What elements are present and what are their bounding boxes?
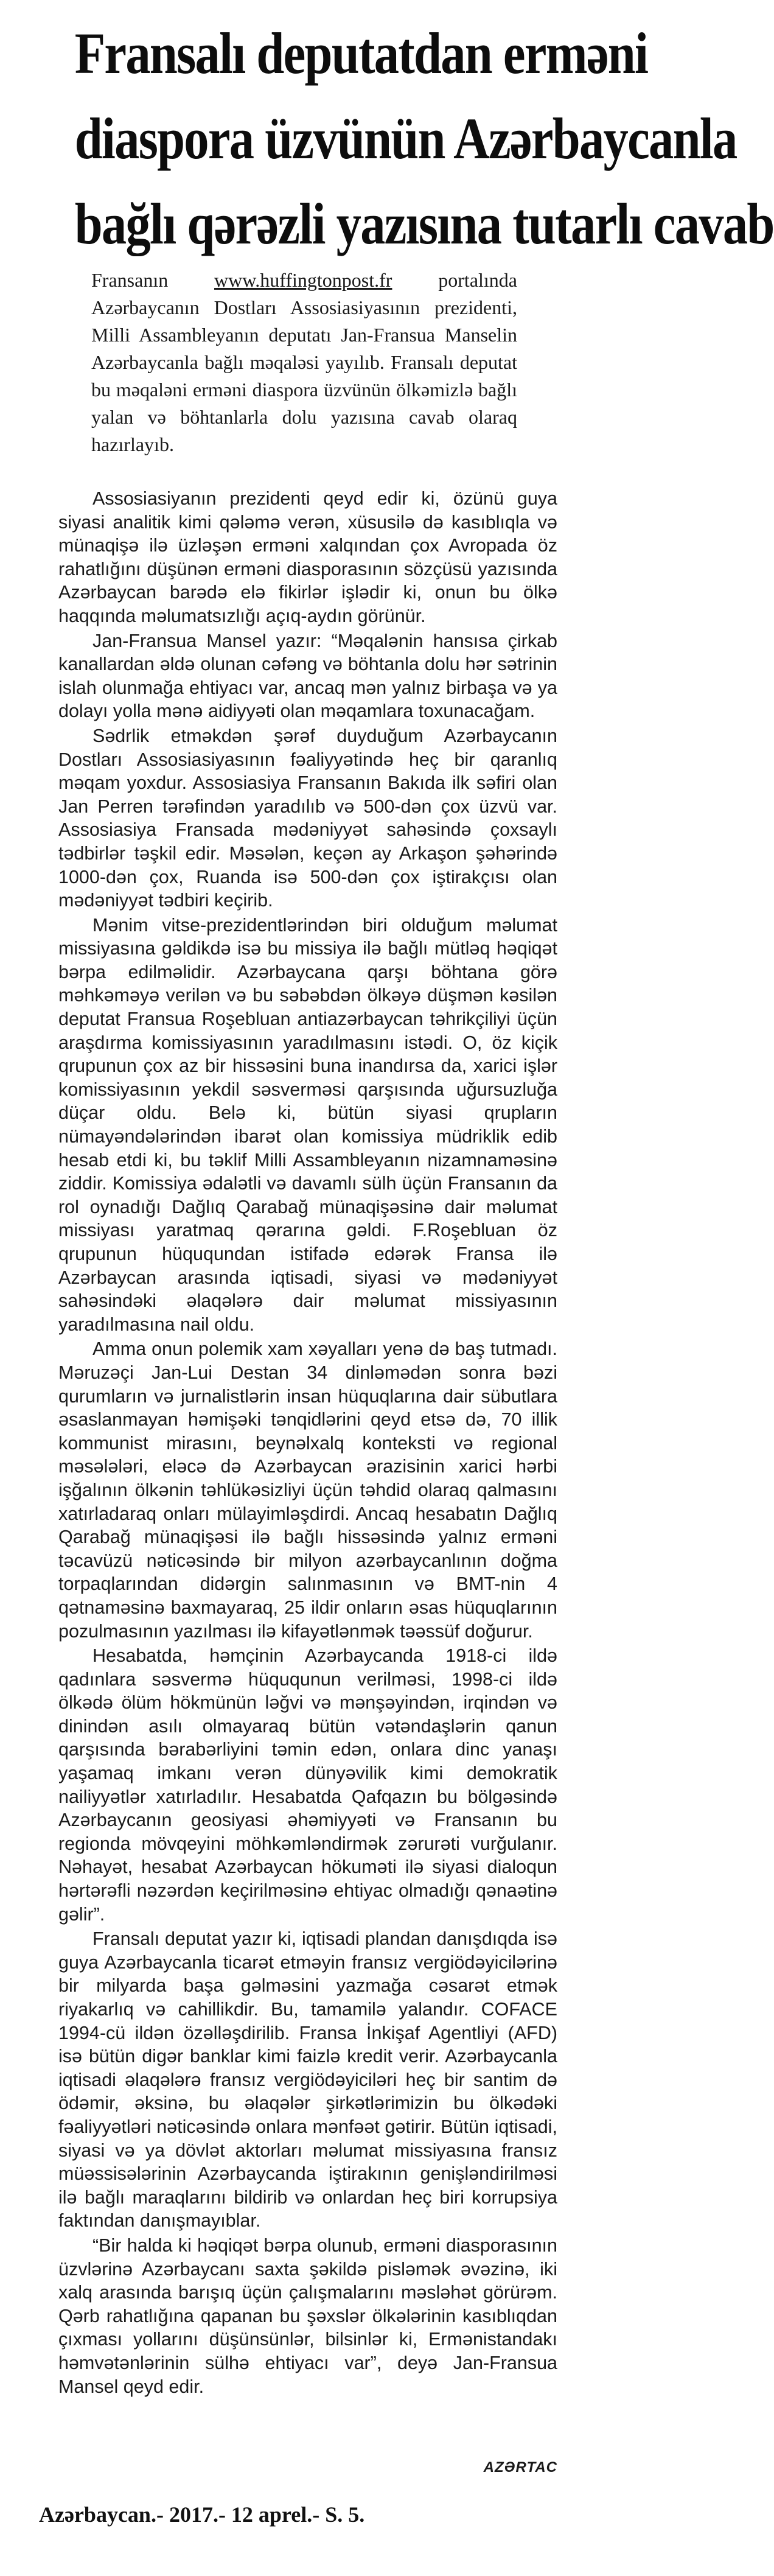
headline-line: diaspora üzvünün Azərbaycanla (74, 106, 737, 171)
article-headline (74, 11, 774, 267)
article-lead (91, 267, 517, 458)
headline-line: bağlı qərəzli yazısına tutarlı cavab (74, 191, 774, 256)
body-paragraph: Assosiasiyanın prezidenti qeyd edir ki, özünü guya siyasi analitik kimi qələmə verən, xüsusilə də kasıblıqla və münaqişə ilə üzləşən erməni xalqından çox Avropada öz rahatlığını düşünən erməni diasporasının sözçüsü yazısında Azərbaycan barədə elə fikirlər işlədir ki, onun bu ölkə haqqında məlumatsızlığı açıq-aydın görünür. (58, 488, 557, 626)
body-paragraph: Jan-Fransua Mansel yazır: “Məqalənin hansısa çirkab kanallardan əldə olunan cəfəng və böhtanla dolu hər sətrinin islah olunmağa ehtiyacı var, ancaq mən yalnız birbaşa və ya dolayı yolla mənə aidiyyəti olan məqamlara toxunacağam. (58, 630, 557, 722)
source-link[interactable]: www.huffingtonpost.fr (214, 269, 392, 291)
body-paragraph: Sədrlik etməkdən şərəf duyduğum Azərbaycanın Dostları Assosiasiyasının fəaliyyətində heç bir qaranlıq məqam yoxdur. Assosiasiya Fransanın Bakıda ilk səfiri olan Jan Perren tərəfindən yaradılıb və 500-dən çox üzvü var. Assosiasiya Fransada mədəniyyət sahəsində çoxsaylı tədbirlər təşkil edir. Məsələn, keçən ay Arkaşon şəhərində 1000-dən çox, Ruanda isə 500-dən çox iştirakçısı olan mədəniyyət tədbiri keçirib. (58, 725, 557, 911)
article-body (58, 487, 557, 2399)
body-paragraph: Hesabatda, həmçinin Azərbaycanda 1918-ci ildə qadınlara səsvermə hüququnun verilməsi, 1998-ci ildə ölkədə ölüm hökmünün ləğvi və mənşəyindən, irqindən və dinindən asılı olmayaraq bütün vətəndaşlərin qanun qarşısında bərabərliyini təmin edən, onlara dinc yanaşı yaşamaq imkanı verən dünyəvilik kimi demokratik nailiyyətlər xatırladılır. Hesabatda Qafqazın bu bölgəsində Azərbaycanın geosiyasi əhəmiyyəti və Fransanın bu regionda mövqeyini möhkəmləndirmək zərurəti vurğulanır. Nəhayət, hesabat Azərbaycan hökuməti ilə siyasi dialoqun hərtərəfli nəzərdən keçirilməsinə ehtiyac olmadığı qənaətinə gəlir”. (58, 1645, 557, 1925)
headline-line: Fransalı deputatdan erməni (74, 21, 648, 86)
body-paragraph: Amma onun polemik xam xəyalları yenə də baş tutmadı. Məruzəçi Jan-Lui Destan 34 dinləmədən sonra bəzi qurumların və jurnalistlərin insan hüquqlarına dair sübutlara əsaslanmayan həmişəki tənqidlərini qeyd etsə də, 70 illik kommunist mirasını, beynəlxalq konteksti və regional məsələləri, eləcə də Azərbaycan ərazisinin xarici hərbi işğalının ölkənin təhlükəsizliyi üçün təhdid olaraq qalmasını xatırladaraq onları mülayimləşdirdi. Ancaq hesabatın Dağlıq Qarabağ münaqişəsi ilə bağlı hissəsində yalnız erməni təcavüzü nəticəsində bir milyon azərbaycanlının doğma torpaqlarından didərgin salınmasının və BMT-nin 4 qətnaməsinə baxmayaraq, 25 ildir onların əsas hüquqlarının pozulmasının yazılması ilə kifayətlənmək təəssüf doğurur. (58, 1339, 557, 1642)
lead-text: portalında Azərbaycanın Dostları Assosiasiyasının prezidenti, Milli Assambleyanın deputatı Jan-Fransua Manselin Azərbaycanla bağlı məqaləsi yayılıb. Fransalı deputat bu məqaləni erməni diaspora üzvünün ölkəmizlə bağlı yalan və böhtanlarla dolu yazısına cavab olaraq hazırlayıb. (91, 269, 518, 455)
body-paragraph: Fransalı deputat yazır ki, iqtisadi plandan danışdıqda isə guya Azərbaycanla ticarət etməyin fransız vergiödəyicilərinə bir milyarda başa gəlməsini yazmağa cəsarət etmək riyakarlıq və cahillikdir. Bu, tamamilə yalandır. COFACE 1994-cü ildən özəlləşdirilib. Fransa İnkişaf Agentliyi (AFD) isə bütün digər banklar kimi faizlə kredit verir. Azərbaycanla iqtisadi əlaqələrə fransız vergiödəyiciləri heç bir santim də ödəmir, əksinə, bu əlaqələr şirkətlərimizin bu ölkədəki fəaliyyətləri nəticəsində onlara mənfəət gətirir. Bütün iqtisadi, siyasi və ya dövlət aktorları məlumat missiyasına fransız müəssisələrinin Azərbaycanda iştirakının genişləndirilməsi ilə bağlı maraqlarını bildirib və onlardan heç biri korrupsiya faktından danışmayıblar. (58, 1928, 557, 2231)
body-paragraph: “Bir halda ki həqiqət bərpa olunub, erməni diasporasının üzvlərinə Azərbaycanı saxta şəkildə pisləmək əvəzinə, iki xalq arasında barışıq üçün çalışmalarını məsləhət görürəm. Qərb rahatlığına qapanan bu şəxslər ölkələrinin kasıblıqdan çıxması yollarını düşünsünlər, bilsinlər ki, Ermənistandakı həmvətənlərinin sülhə ehtiyacı var”, deyə Jan-Fransua Mansel qeyd edir. (58, 2235, 557, 2397)
news-agency-signature: AZƏRTAC (483, 2459, 557, 2476)
body-paragraph: Mənim vitse-prezidentlərindən biri olduğum məlumat missiyasına gəldikdə isə bu missiya ilə bağlı mütləq həqiqət bərpa edilməlidir. Azərbaycana qarşı böhtana görə məhkəməyə verilən və bu səbəbdən ölkəyə düşmən kəsilən deputat Fransua Roşebluan antiazərbaycan təhrikçiliyi üçün araşdırma komissiyasının yaradılmasını istədi. O, öz kiçik qrupunun çox az bir hissəsini buna inandırsa da, xarici işlər komissiyasının yekdil səsverməsi qarşısında uğursuzluğa düçar oldu. Belə ki, bütün siyasi qrupların nümayəndələrindən ibarət olan komissiya müdriklik edib hesab etdi ki, bu təklif Milli Assambleyanın nizamnaməsinə ziddir. Komissiya ədalətli və davamlı sülh üçün Fransanın da rol oynadığı Dağlıq Qarabağ münaqişəsinə dair məlumat missiyası yaratmaq qərarına gəldi. F.Roşebluan öz qrupunun hüququndan istifadə edərək Fransa ilə Azərbaycan arasında iqtisadi, siyasi və mədəniyyət sahəsindəki əlaqələrə dair məlumat missiyasının yaradılmasına nail oldu. (58, 914, 557, 1335)
lead-prefix: Fransanın (91, 269, 215, 291)
publication-citation: Azərbaycan.- 2017.- 12 aprel.- S. 5. (39, 2502, 365, 2527)
